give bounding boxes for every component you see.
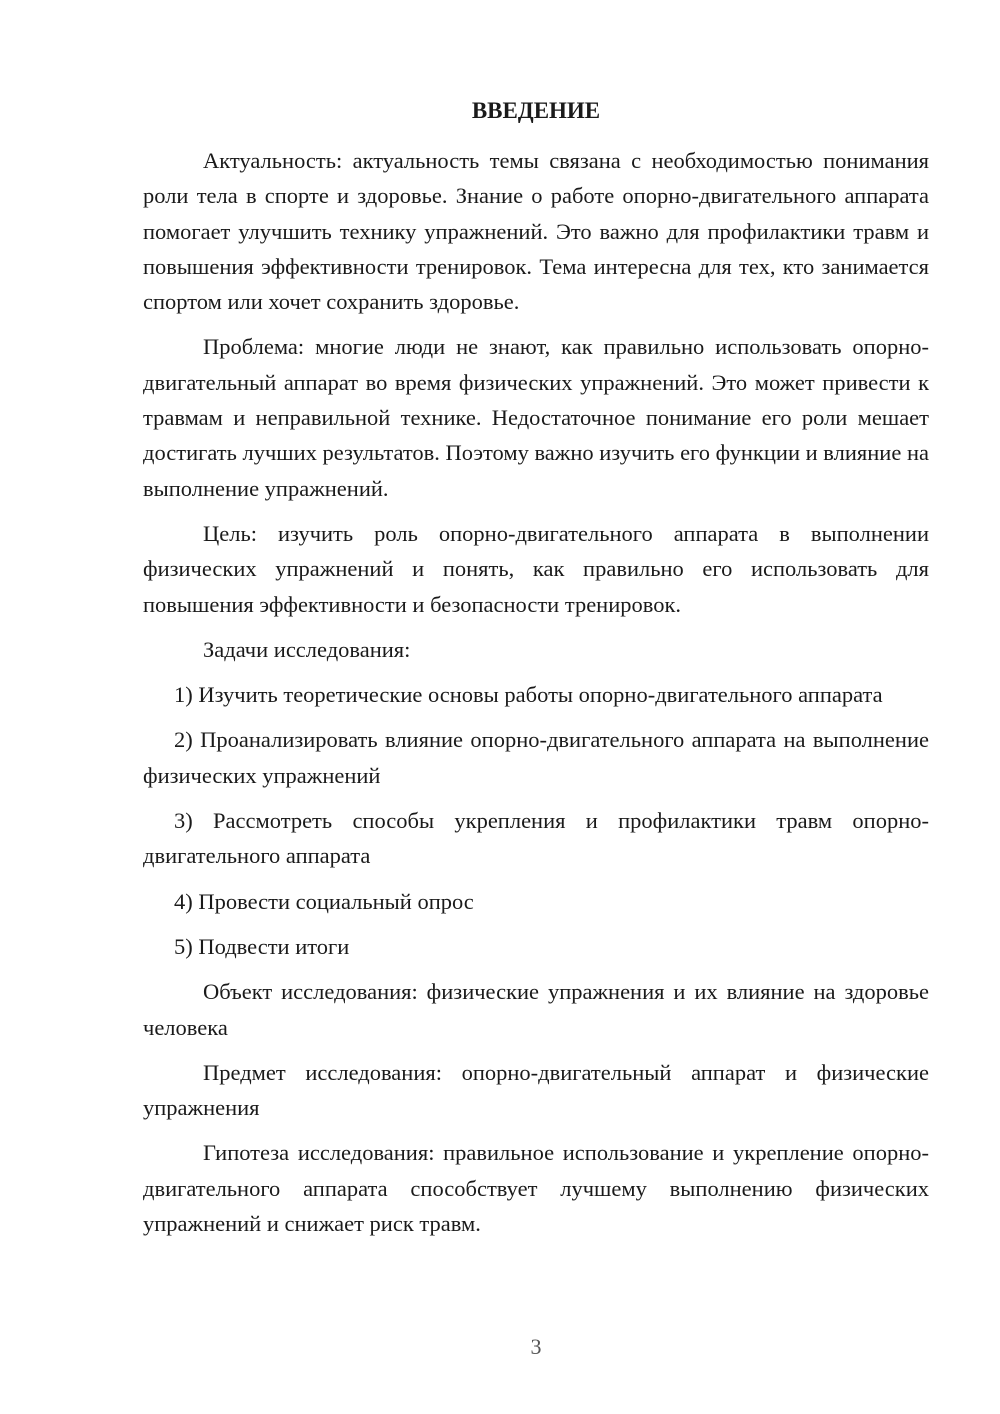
task-item: 3) Рассмотреть способы укрепления и профилактики травм опорно-двигательного аппарата (143, 808, 929, 869)
document-body (143, 143, 929, 1251)
problem-paragraph: Проблема: многие люди не знают, как правильно использовать опорно-двигательный аппарат во время физических упражнений. Это может привести к травмам и неправильной технике. Недостаточное понимание его роли мешает достигать лучших результатов. Поэтому важно изучить его функции и влияние на выполнение упражнений. (143, 334, 929, 501)
page-title: ВВЕДЕНИЕ (471, 98, 601, 123)
tasks-list (143, 677, 929, 964)
tasks-heading: Задачи исследования: (203, 636, 411, 662)
goal-paragraph: Цель: изучить роль опорно-двигательного аппарата в выполнении физических упражнений и понять, как правильно его использовать для повышения эффективности и безопасности тренировок. (143, 520, 929, 617)
hypothesis-paragraph: Гипотеза исследования: правильное использование и укрепление опорно-двигательного аппарата способствует лучшему выполнению физических упражнений и снижает риск травм. (143, 1140, 929, 1237)
task-item: 4) Провести социальный опрос (174, 888, 474, 914)
research-object-paragraph: Объект исследования: физические упражнения и их влияние на здоровье человека (143, 979, 929, 1040)
task-item: 1) Изучить теоретические основы работы опорно-двигательного аппарата (174, 682, 883, 708)
page-number: 3 (530, 1334, 542, 1359)
research-subject-paragraph: Предмет исследования: опорно-двигательный аппарат и физические упражнения (143, 1059, 929, 1121)
task-item: 5) Подвести итоги (174, 933, 350, 959)
relevance-paragraph: Актуальность: актуальность темы связана с необходимостью понимания роли тела в спорте и здоровье. Знание о работе опорно-двигательного аппарата помогает улучшить технику упражнений. Это важно для профилактики травм и повышения эффективности тренировок. Тема интересна для тех, кто занимается спортом или хочет сохранить здоровье. (143, 148, 929, 315)
document-page (143, 0, 929, 1414)
task-item: 2) Проанализировать влияние опорно-двигательного аппарата на выполнение физических упражнений (143, 727, 929, 788)
